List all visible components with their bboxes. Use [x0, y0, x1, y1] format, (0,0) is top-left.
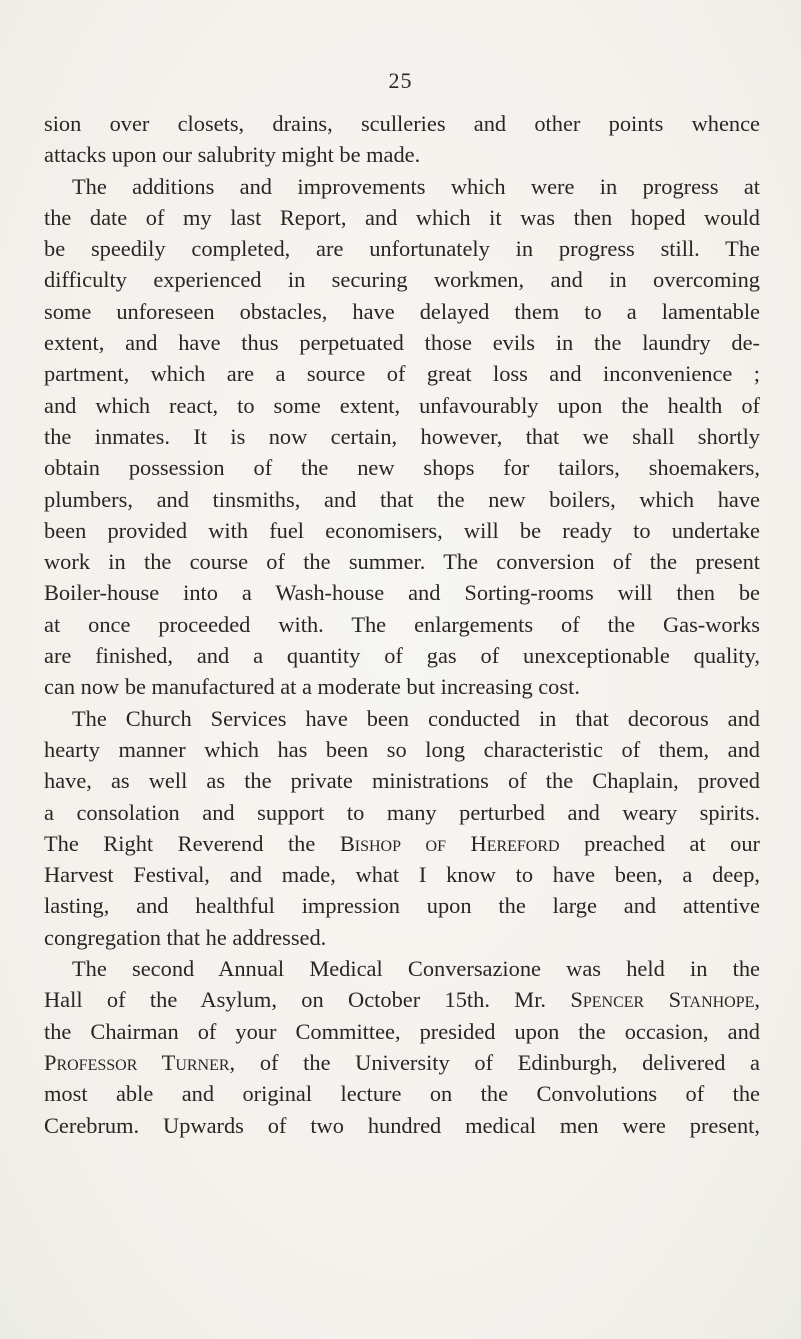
text-line: The Church Services have been conducted in that decorous and	[72, 705, 760, 731]
name-small-caps: Bishop of Hereford	[339, 830, 560, 856]
text-line: the inmates. It is now certain, however, that we shall shortly	[44, 423, 760, 449]
name-small-caps: Professor Turner,	[44, 1049, 236, 1075]
text-line: plumbers, and tinsmiths, and that the new boilers, which have	[44, 486, 760, 512]
body-text	[44, 108, 760, 1141]
text-line: obtain possession of the new shops for tailors, shoemakers,	[44, 455, 760, 481]
text-line: The additions and improvements which were in progress at	[72, 173, 760, 199]
text-line	[44, 828, 760, 859]
text-line: Boiler-house into a Wash-house and Sorting-rooms will then be	[44, 580, 760, 606]
text-run: preached at our	[559, 830, 760, 856]
text-line: attacks upon our salubrity might be made.	[44, 142, 421, 168]
text-run: Hall of the Asylum, on October 15th. Mr.	[44, 987, 571, 1013]
text-line: the Chairman of your Committee, presided upon the occasion, and	[44, 1018, 760, 1044]
name-small-caps: Spencer Stanhope,	[570, 987, 761, 1013]
text-line: Harvest Festival, and made, what I know to have been, a deep,	[44, 862, 760, 888]
text-line: work in the course of the summer. The conversion of the present	[44, 549, 760, 575]
text-line: can now be manufactured at a moderate but increasing cost.	[44, 674, 580, 700]
text-line: been provided with fuel economisers, will be ready to undertake	[44, 517, 760, 543]
text-line	[44, 984, 760, 1015]
text-line: most able and original lecture on the Convolutions of the	[44, 1081, 760, 1107]
text-line: partment, which are a source of great loss and inconvenience ;	[44, 361, 760, 387]
text-line: at once proceeded with. The enlargements of the Gas-works	[44, 611, 760, 637]
text-line	[44, 1047, 760, 1078]
text-line: and which react, to some extent, unfavourably upon the health of	[44, 392, 760, 418]
text-line: the date of my last Report, and which it was then hoped would	[44, 204, 760, 230]
text-line: be speedily completed, are unfortunately in progress still. The	[44, 236, 760, 262]
text-line: some unforeseen obstacles, have delayed them to a lamentable	[44, 298, 760, 324]
page-number: 25	[388, 68, 413, 93]
text-line: hearty manner which has been so long characteristic of them, and	[44, 736, 760, 762]
text-line: Cerebrum. Upwards of two hundred medical men were present,	[44, 1112, 760, 1138]
text-line: difficulty experienced in securing workmen, and in overcoming	[44, 267, 760, 293]
text-line: sion over closets, drains, sculleries and other points whence	[44, 111, 760, 136]
text-line: have, as well as the private ministrations of the Chaplain, proved	[44, 768, 760, 794]
text-run: The Right Reverend the	[44, 830, 340, 856]
text-line: lasting, and healthful impression upon the large and attentive	[44, 893, 760, 919]
text-run: of the University of Edinburgh, delivered a	[235, 1049, 760, 1075]
text-line: The second Annual Medical Conversazione was held in the	[72, 956, 760, 982]
text-line: are finished, and a quantity of gas of unexceptionable quality,	[44, 643, 760, 669]
text-line: congregation that he addressed.	[44, 924, 327, 950]
text-line: extent, and have thus perpetuated those evils in the laundry de-	[44, 330, 760, 356]
text-line: a consolation and support to many perturbed and weary spirits.	[44, 799, 760, 825]
